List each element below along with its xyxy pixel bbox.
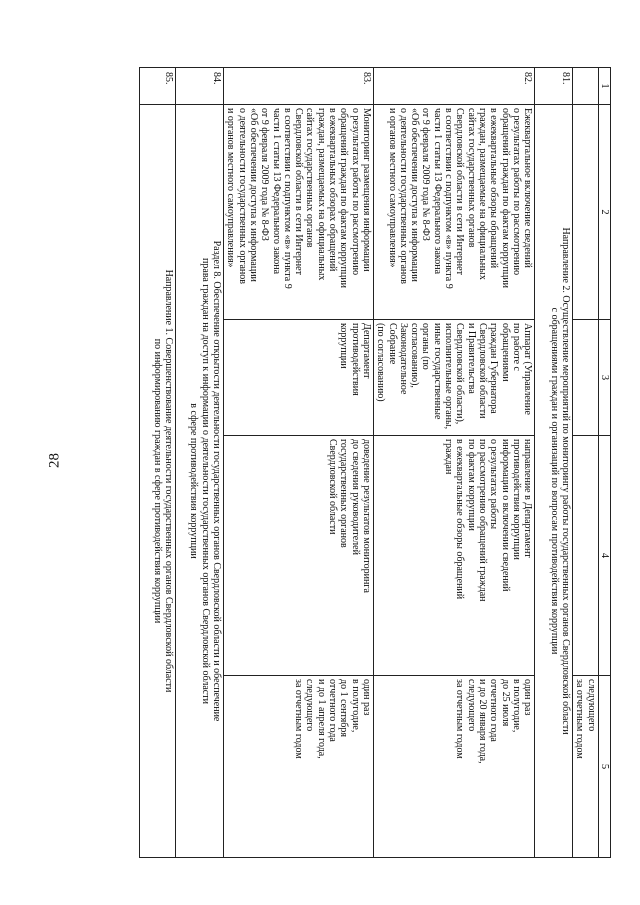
responsible-text: Аппарат (Управление по работе с обращениями граждан Губернатора Свердловской области и Правительства Свердловской области), исполнительные органы, иные государственные органы (по согласованию), Законодательное Собрание (по согласованию) [373,320,534,436]
table-row [175,68,223,858]
table-header-row [598,68,610,858]
header-cell-5: 5 [598,676,610,858]
deadline-text: один раз в полугодие, до 1 сентября отчетного года и до 1 апреля года, следующего за отчетным годом [223,676,373,858]
continuation-row [573,68,599,858]
section-heading: Раздел 8. Обеспечение открытости деятельности государственных органов Свердловской области и обеспечение права граждан на доступ к информации о деятельности государственных органов Свердловской области в сфере противодействия коррупции [175,105,223,858]
cont-cell-3 [573,320,599,436]
header-cell-2: 2 [598,105,610,320]
row-number: 82. [373,68,534,105]
measures-table [139,67,611,858]
section-heading: Направление 2. Осуществление мероприятий по мониторингу работы государственных органов Свердловской области с обращениями граждан и организаций по вопросам противодействия коррупции [535,105,573,858]
header-cell-1: 1 [598,68,610,105]
measure-text: Ежеквартальное включение сведений о результатах работы по рассмотрению обращений граждан по фактам коррупции в ежеквартальные обзоры обращений граждан, размещаемые на официальных сайтах государственных органов Свердловской области в сети Интернет в соответствии с подпунктом «в» пункта 9 части 1 статьи 13 Федерального закона от 9 февраля 2009 года № 8-ФЗ «Об обеспечении доступа к информации о деятельности государственных органов и органов местного самоуправления» [373,105,534,320]
table-row [373,68,534,858]
row-number: 84. [175,68,223,105]
row-number: 85. [139,68,175,105]
table-row [139,68,175,858]
section-heading: Направление 1. Совершенствование деятельности государственных органов Свердловской области по информированию граждан в сфере противодействия коррупции [139,105,175,858]
page-number: 28 [46,453,63,468]
cont-cell-5: следующего за отчетным годом [573,676,599,858]
cont-cell-1 [573,68,599,105]
table-row [223,68,373,858]
result-text: направление в Департамент противодействия коррупции информации о включении сведений о результатах работы по рассмотрению обращений граждан по фактам коррупции в ежеквартальные обзоры обращений граждан [373,436,534,676]
cont-cell-2 [573,105,599,320]
responsible-text: Департамент противодействия коррупции [223,320,373,436]
result-text: доведение результатов мониторинга до сведения руководителей государственных органов Свердловской области [223,436,373,676]
measure-text: Мониторинг размещения информации о результатах работы по рассмотрению обращений граждан по фактам коррупции в ежеквартальных обзорах обращений граждан, размещаемых на официальных сайтах государственных органов Свердловской области в сети Интернет в соответствии с подпунктом «в» пункта 9 части 1 статьи 13 Федерального закона от 9 февраля 2009 года № 8-ФЗ «Об обеспечении доступа к информации о деятельности государственных органов и органов местного самоуправления» [223,105,373,320]
row-number: 81. [535,68,573,105]
cont-cell-4 [573,436,599,676]
table-row [535,68,573,858]
deadline-text: один раз в полугодие, до 25 июля отчетного года и до 20 января года, следующего за отчетным годом [373,676,534,858]
rotated-table-container [79,67,611,857]
header-cell-4: 4 [598,436,610,676]
row-number: 83. [223,68,373,105]
header-cell-3: 3 [598,320,610,436]
